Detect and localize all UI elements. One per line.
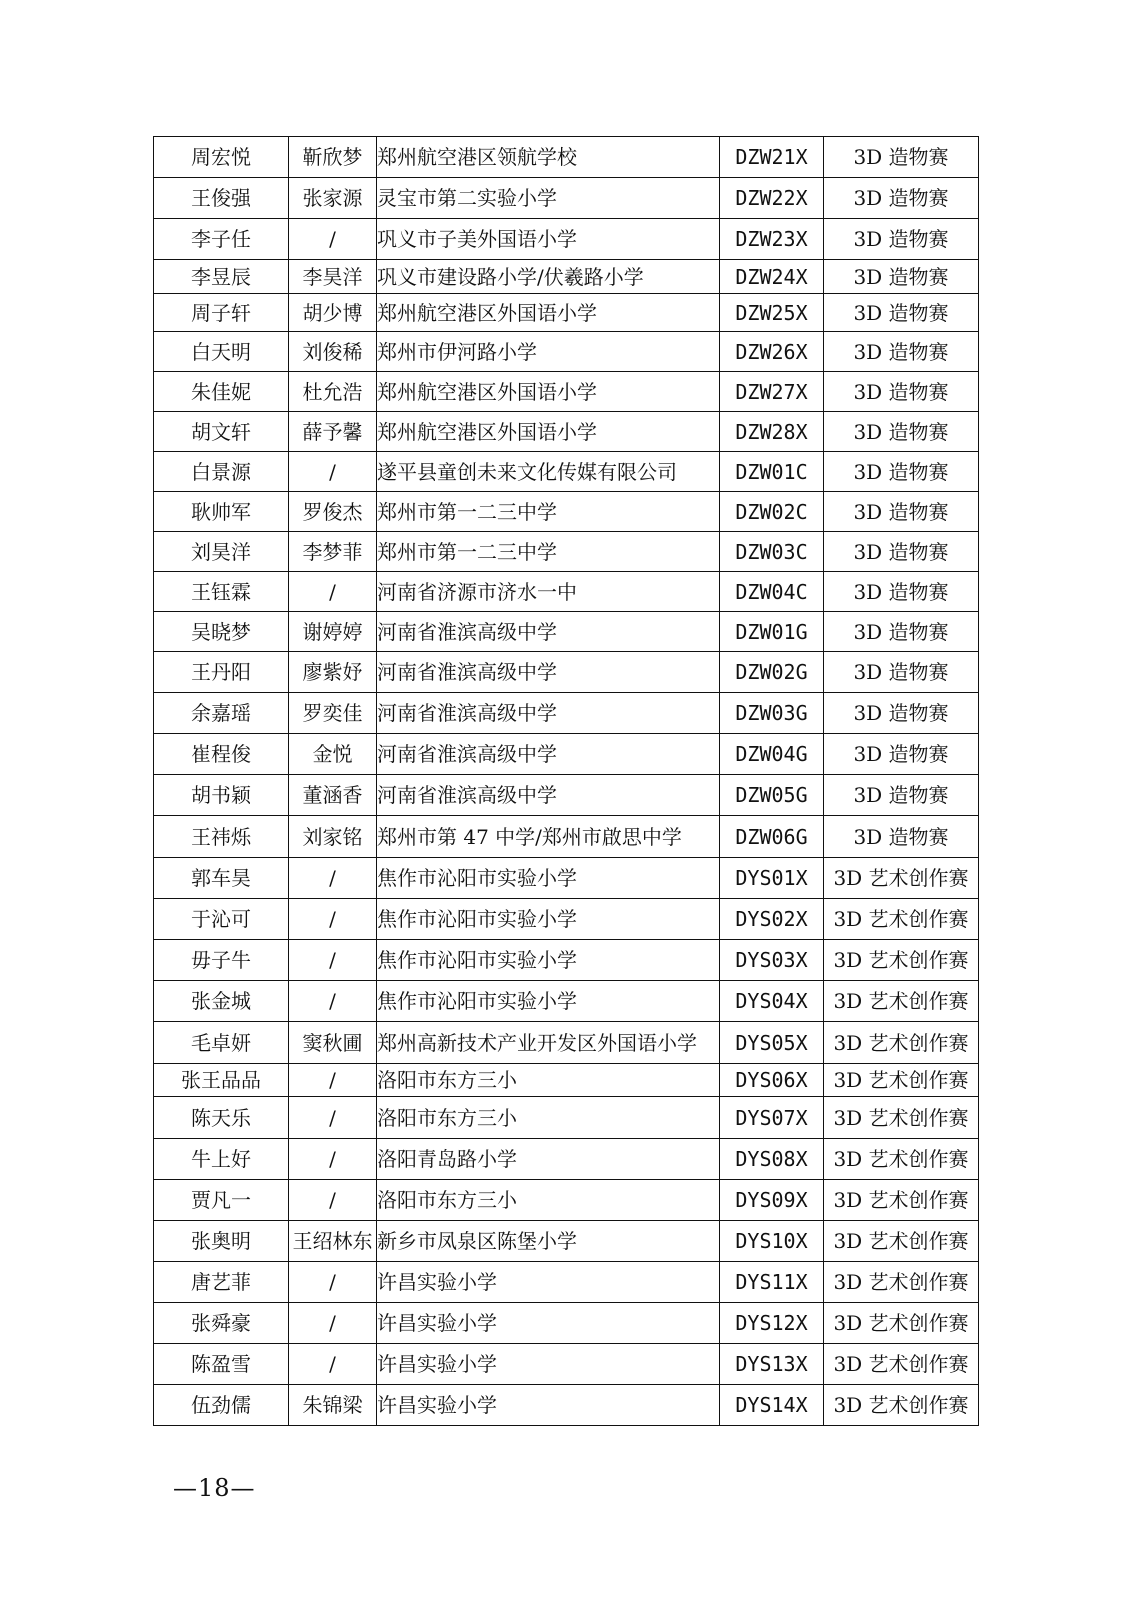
- code-cell: DZW04G: [720, 734, 824, 775]
- name-cell: 毋子牛: [154, 940, 289, 981]
- category-cell: 3D 艺术创作赛: [824, 1344, 979, 1385]
- name-cell: 陈天乐: [154, 1097, 289, 1139]
- table-row: [154, 1262, 979, 1303]
- school-cell: 焦作市沁阳市实验小学: [377, 858, 720, 899]
- category-cell: 3D 造物赛: [824, 492, 979, 532]
- tutor-cell: 张家源: [289, 178, 377, 219]
- tutor-cell: 薛予馨: [289, 412, 377, 452]
- table-row: [154, 219, 979, 260]
- tutor-cell: 王绍林东: [289, 1221, 377, 1262]
- code-cell: DYS09X: [720, 1180, 824, 1221]
- name-cell: 张舜豪: [154, 1303, 289, 1344]
- school-cell: 郑州高新技术产业开发区外国语小学: [377, 1022, 720, 1064]
- table-row: [154, 572, 979, 612]
- table-row: [154, 532, 979, 572]
- table-row: [154, 981, 979, 1022]
- code-cell: DYS08X: [720, 1139, 824, 1180]
- category-cell: 3D 艺术创作赛: [824, 858, 979, 899]
- category-cell: 3D 艺术创作赛: [824, 1385, 979, 1426]
- category-cell: 3D 造物赛: [824, 294, 979, 332]
- table-row: [154, 492, 979, 532]
- tutor-cell: /: [289, 1180, 377, 1221]
- code-cell: DZW27X: [720, 372, 824, 412]
- school-cell: 郑州航空港区领航学校: [377, 137, 720, 178]
- category-cell: 3D 艺术创作赛: [824, 981, 979, 1022]
- table-row: [154, 1064, 979, 1097]
- table-row: [154, 1221, 979, 1262]
- tutor-cell: /: [289, 1139, 377, 1180]
- category-cell: 3D 造物赛: [824, 219, 979, 260]
- name-cell: 王钰霖: [154, 572, 289, 612]
- code-cell: DZW23X: [720, 219, 824, 260]
- name-cell: 唐艺菲: [154, 1262, 289, 1303]
- category-cell: 3D 造物赛: [824, 652, 979, 693]
- code-cell: DZW02C: [720, 492, 824, 532]
- tutor-cell: /: [289, 1262, 377, 1303]
- tutor-cell: 董涵香: [289, 775, 377, 816]
- code-cell: DYS02X: [720, 899, 824, 940]
- name-cell: 王俊强: [154, 178, 289, 219]
- table-body: [154, 137, 979, 1426]
- tutor-cell: 胡少博: [289, 294, 377, 332]
- category-cell: 3D 造物赛: [824, 260, 979, 294]
- category-cell: 3D 造物赛: [824, 572, 979, 612]
- table-row: [154, 1139, 979, 1180]
- school-cell: 许昌实验小学: [377, 1303, 720, 1344]
- table-row: [154, 775, 979, 816]
- school-cell: 洛阳市东方三小: [377, 1064, 720, 1097]
- school-cell: 郑州市第一二三中学: [377, 532, 720, 572]
- code-cell: DZW06G: [720, 816, 824, 858]
- tutor-cell: 李梦菲: [289, 532, 377, 572]
- table-row: [154, 452, 979, 492]
- school-cell: 许昌实验小学: [377, 1385, 720, 1426]
- category-cell: 3D 造物赛: [824, 612, 979, 652]
- category-cell: 3D 造物赛: [824, 532, 979, 572]
- school-cell: 灵宝市第二实验小学: [377, 178, 720, 219]
- name-cell: 崔程俊: [154, 734, 289, 775]
- category-cell: 3D 艺术创作赛: [824, 1097, 979, 1139]
- category-cell: 3D 造物赛: [824, 137, 979, 178]
- tutor-cell: /: [289, 940, 377, 981]
- table-row: [154, 294, 979, 332]
- code-cell: DZW03C: [720, 532, 824, 572]
- category-cell: 3D 艺术创作赛: [824, 1064, 979, 1097]
- name-cell: 牛上好: [154, 1139, 289, 1180]
- award-table: [153, 136, 979, 1426]
- category-cell: 3D 造物赛: [824, 734, 979, 775]
- name-cell: 余嘉瑶: [154, 693, 289, 734]
- code-cell: DYS10X: [720, 1221, 824, 1262]
- table-row: [154, 1344, 979, 1385]
- code-cell: DYS11X: [720, 1262, 824, 1303]
- school-cell: 郑州市伊河路小学: [377, 332, 720, 372]
- tutor-cell: 李昊洋: [289, 260, 377, 294]
- name-cell: 周子轩: [154, 294, 289, 332]
- code-cell: DZW24X: [720, 260, 824, 294]
- category-cell: 3D 造物赛: [824, 372, 979, 412]
- tutor-cell: 谢婷婷: [289, 612, 377, 652]
- category-cell: 3D 艺术创作赛: [824, 1221, 979, 1262]
- category-cell: 3D 造物赛: [824, 332, 979, 372]
- table-row: [154, 816, 979, 858]
- table-row: [154, 372, 979, 412]
- name-cell: 陈盈雪: [154, 1344, 289, 1385]
- name-cell: 耿帅军: [154, 492, 289, 532]
- school-cell: 巩义市建设路小学/伏羲路小学: [377, 260, 720, 294]
- school-cell: 郑州航空港区外国语小学: [377, 294, 720, 332]
- tutor-cell: /: [289, 858, 377, 899]
- tutor-cell: /: [289, 452, 377, 492]
- name-cell: 李子任: [154, 219, 289, 260]
- school-cell: 许昌实验小学: [377, 1344, 720, 1385]
- table-row: [154, 412, 979, 452]
- school-cell: 新乡市凤泉区陈堡小学: [377, 1221, 720, 1262]
- school-cell: 河南省淮滨高级中学: [377, 693, 720, 734]
- table-row: [154, 1180, 979, 1221]
- code-cell: DYS12X: [720, 1303, 824, 1344]
- tutor-cell: 靳欣梦: [289, 137, 377, 178]
- table-row: [154, 1097, 979, 1139]
- school-cell: 河南省淮滨高级中学: [377, 612, 720, 652]
- school-cell: 郑州航空港区外国语小学: [377, 412, 720, 452]
- name-cell: 王丹阳: [154, 652, 289, 693]
- category-cell: 3D 造物赛: [824, 816, 979, 858]
- table-row: [154, 612, 979, 652]
- school-cell: 遂平县童创未来文化传媒有限公司: [377, 452, 720, 492]
- category-cell: 3D 艺术创作赛: [824, 940, 979, 981]
- table-row: [154, 734, 979, 775]
- table-row: [154, 332, 979, 372]
- school-cell: 洛阳市东方三小: [377, 1180, 720, 1221]
- category-cell: 3D 艺术创作赛: [824, 1180, 979, 1221]
- table-row: [154, 178, 979, 219]
- school-cell: 郑州市第 47 中学/郑州市啟思中学: [377, 816, 720, 858]
- name-cell: 毛卓妍: [154, 1022, 289, 1064]
- name-cell: 胡书颖: [154, 775, 289, 816]
- school-cell: 郑州航空港区外国语小学: [377, 372, 720, 412]
- category-cell: 3D 艺术创作赛: [824, 1262, 979, 1303]
- category-cell: 3D 艺术创作赛: [824, 899, 979, 940]
- school-cell: 郑州市第一二三中学: [377, 492, 720, 532]
- code-cell: DZW04C: [720, 572, 824, 612]
- category-cell: 3D 艺术创作赛: [824, 1022, 979, 1064]
- name-cell: 张金城: [154, 981, 289, 1022]
- name-cell: 张奥明: [154, 1221, 289, 1262]
- name-cell: 张王品品: [154, 1064, 289, 1097]
- tutor-cell: /: [289, 1097, 377, 1139]
- school-cell: 河南省济源市济水一中: [377, 572, 720, 612]
- table-row: [154, 1385, 979, 1426]
- code-cell: DZW25X: [720, 294, 824, 332]
- code-cell: DYS06X: [720, 1064, 824, 1097]
- school-cell: 焦作市沁阳市实验小学: [377, 981, 720, 1022]
- name-cell: 周宏悦: [154, 137, 289, 178]
- name-cell: 胡文轩: [154, 412, 289, 452]
- category-cell: 3D 造物赛: [824, 452, 979, 492]
- page-number: —18—: [173, 1474, 256, 1502]
- table-row: [154, 899, 979, 940]
- tutor-cell: /: [289, 572, 377, 612]
- school-cell: 焦作市沁阳市实验小学: [377, 940, 720, 981]
- code-cell: DZW26X: [720, 332, 824, 372]
- name-cell: 朱佳妮: [154, 372, 289, 412]
- name-cell: 王祎烁: [154, 816, 289, 858]
- school-cell: 河南省淮滨高级中学: [377, 734, 720, 775]
- tutor-cell: /: [289, 219, 377, 260]
- school-cell: 河南省淮滨高级中学: [377, 775, 720, 816]
- tutor-cell: 廖紫妤: [289, 652, 377, 693]
- tutor-cell: /: [289, 1344, 377, 1385]
- code-cell: DYS07X: [720, 1097, 824, 1139]
- category-cell: 3D 造物赛: [824, 178, 979, 219]
- code-cell: DZW22X: [720, 178, 824, 219]
- name-cell: 贾凡一: [154, 1180, 289, 1221]
- name-cell: 伍劲儒: [154, 1385, 289, 1426]
- tutor-cell: 罗奕佳: [289, 693, 377, 734]
- table-row: [154, 1022, 979, 1064]
- code-cell: DYS05X: [720, 1022, 824, 1064]
- name-cell: 郭车昊: [154, 858, 289, 899]
- category-cell: 3D 艺术创作赛: [824, 1303, 979, 1344]
- name-cell: 李昱辰: [154, 260, 289, 294]
- code-cell: DZW03G: [720, 693, 824, 734]
- code-cell: DYS14X: [720, 1385, 824, 1426]
- tutor-cell: 刘家铭: [289, 816, 377, 858]
- name-cell: 于沁可: [154, 899, 289, 940]
- tutor-cell: /: [289, 1064, 377, 1097]
- code-cell: DYS01X: [720, 858, 824, 899]
- category-cell: 3D 艺术创作赛: [824, 1139, 979, 1180]
- code-cell: DZW02G: [720, 652, 824, 693]
- table-row: [154, 137, 979, 178]
- category-cell: 3D 造物赛: [824, 412, 979, 452]
- code-cell: DZW01G: [720, 612, 824, 652]
- tutor-cell: 刘俊稀: [289, 332, 377, 372]
- tutor-cell: 金悦: [289, 734, 377, 775]
- tutor-cell: 朱锦梁: [289, 1385, 377, 1426]
- code-cell: DZW01C: [720, 452, 824, 492]
- tutor-cell: /: [289, 899, 377, 940]
- school-cell: 巩义市子美外国语小学: [377, 219, 720, 260]
- code-cell: DZW28X: [720, 412, 824, 452]
- table-row: [154, 1303, 979, 1344]
- table-row: [154, 858, 979, 899]
- school-cell: 河南省淮滨高级中学: [377, 652, 720, 693]
- school-cell: 许昌实验小学: [377, 1262, 720, 1303]
- tutor-cell: /: [289, 981, 377, 1022]
- tutor-cell: 罗俊杰: [289, 492, 377, 532]
- table-row: [154, 260, 979, 294]
- category-cell: 3D 造物赛: [824, 775, 979, 816]
- code-cell: DYS03X: [720, 940, 824, 981]
- table-row: [154, 693, 979, 734]
- name-cell: 白景源: [154, 452, 289, 492]
- code-cell: DYS04X: [720, 981, 824, 1022]
- code-cell: DYS13X: [720, 1344, 824, 1385]
- table-row: [154, 652, 979, 693]
- table-row: [154, 940, 979, 981]
- school-cell: 洛阳市东方三小: [377, 1097, 720, 1139]
- school-cell: 洛阳青岛路小学: [377, 1139, 720, 1180]
- code-cell: DZW21X: [720, 137, 824, 178]
- name-cell: 吴晓梦: [154, 612, 289, 652]
- tutor-cell: 杜允浩: [289, 372, 377, 412]
- name-cell: 刘昊洋: [154, 532, 289, 572]
- school-cell: 焦作市沁阳市实验小学: [377, 899, 720, 940]
- tutor-cell: 窦秋圃: [289, 1022, 377, 1064]
- category-cell: 3D 造物赛: [824, 693, 979, 734]
- name-cell: 白天明: [154, 332, 289, 372]
- tutor-cell: /: [289, 1303, 377, 1344]
- code-cell: DZW05G: [720, 775, 824, 816]
